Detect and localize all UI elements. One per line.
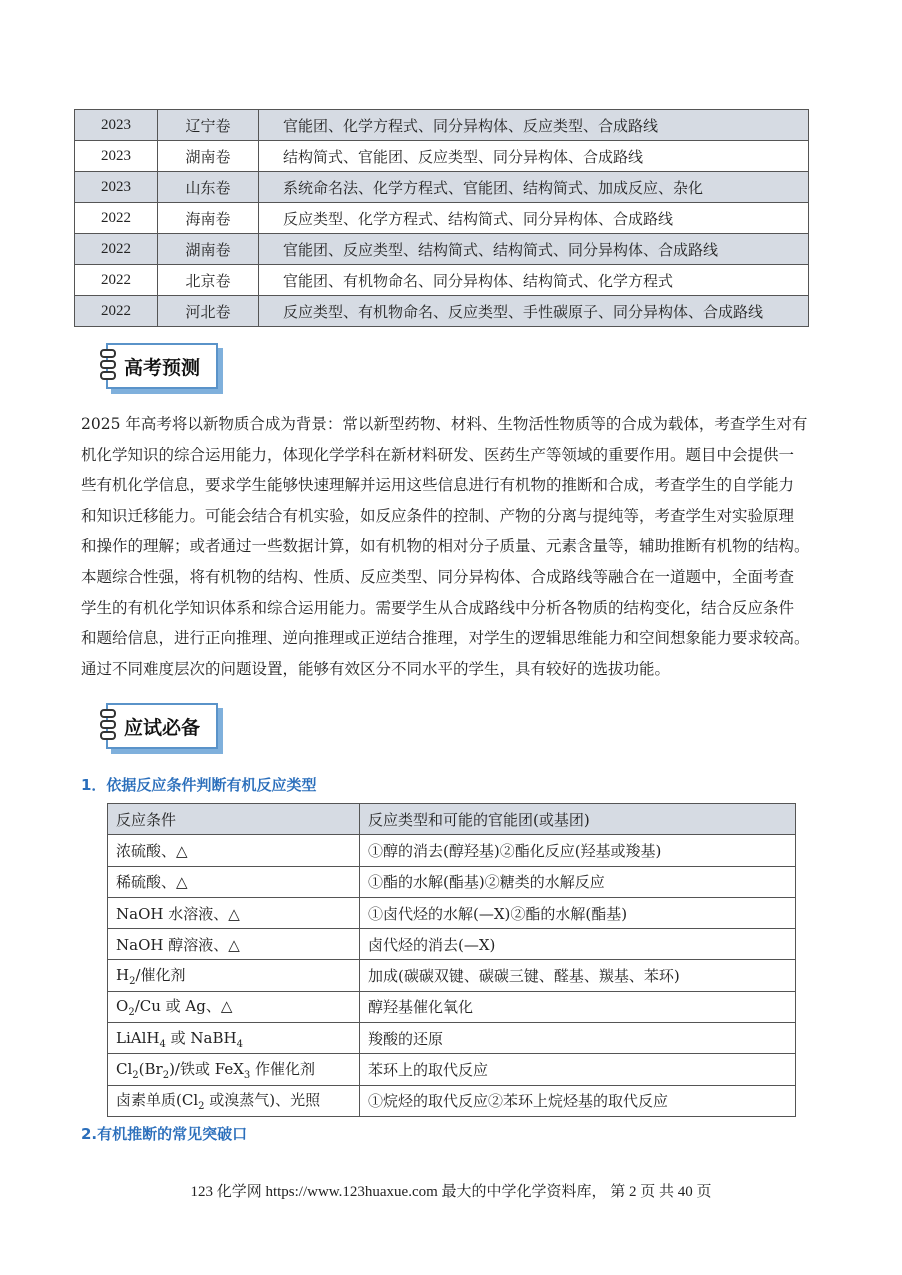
exam-province-cell: 湖南卷 [158,141,259,172]
type-cell: 羧酸的还原 [360,1023,796,1054]
type-cell: 卤代烃的消去(—X) [360,929,796,960]
exam-year-cell: 2022 [75,296,158,327]
exam-province-cell: 辽宁卷 [158,110,259,141]
condition-cell: NaOH 醇溶液、△ [108,929,360,960]
condition-cell: $O_2/Cu$ 或 Ag、△ [108,991,360,1022]
condition-cell: $H_2/$催化剂 [108,960,360,991]
binder-ring-icon [100,371,116,380]
table-row [75,141,809,172]
condition-cell: $Cl_2(Br_2)/$铁或 FeX$_3$ 作催化剂 [108,1054,360,1085]
type-cell: ①卤代烃的水解(—X)②酯的水解(酯基) [360,897,796,928]
exam-points-cell: 反应类型、化学方程式、结构简式、同分异构体、合成路线 [259,203,809,234]
table-row [75,265,809,296]
section-heading-2: 2.有机推断的常见突破口 [81,1125,248,1143]
paragraph-line: 和知识迁移能力。可能会结合有机实验，如反应条件的控制、产物的分离与提纯等，考查学生对实验原理 [81,506,795,525]
type-cell: 苯环上的取代反应 [360,1054,796,1085]
table-row [108,866,796,897]
exam-province-cell: 河北卷 [158,296,259,327]
table-row [108,1054,796,1085]
condition-cell: 卤素单质($Cl_2$ 或溴蒸气)、光照 [108,1085,360,1116]
type-cell: ①烷烃的取代反应②苯环上烷烃基的取代反应 [360,1085,796,1116]
exam-points-cell: 官能团、化学方程式、同分异构体、反应类型、合成路线 [259,110,809,141]
type-cell: ①醇的消去(醇羟基)②酯化反应(羟基或羧基) [360,835,796,866]
exam-history-table [74,109,809,327]
paragraph-line: 通过不同难度层次的问题设置，能够有效区分不同水平的学生，具有较好的选拔功能。 [81,659,671,678]
header-condition: 反应条件 [108,804,360,835]
exam-year-cell: 2023 [75,141,158,172]
condition-cell: NaOH 水溶液、△ [108,897,360,928]
header-type: 反应类型和可能的官能团(或基团) [360,804,796,835]
banner-essentials [98,703,222,753]
table-row [108,929,796,960]
table-row [75,203,809,234]
page-footer: 123 化学网 https://www.123huaxue.com 最大的中学化学资料库， 第 2 页 共 40 页 [190,1184,712,1200]
binder-ring-icon [100,360,116,369]
banner-prediction [98,343,222,393]
exam-province-cell: 湖南卷 [158,234,259,265]
exam-year-cell: 2022 [75,265,158,296]
prediction-paragraph [81,409,821,684]
paragraph-line: 本题综合性强，将有机物的结构、性质、反应类型、同分异构体、合成路线等融合在一道题中，全面考查 [81,567,795,586]
exam-points-cell: 结构简式、官能团、反应类型、同分异构体、合成路线 [259,141,809,172]
table-row [108,835,796,866]
paragraph-line: 和题给信息，进行正向推理、逆向推理或正逆结合推理，对学生的逻辑思维能力和空间想象能力要求较高。 [81,629,810,648]
table-header-row [108,804,796,835]
banner-prediction-label: 高考预测 [123,356,200,379]
table-row [108,1023,796,1054]
binder-ring-icon [100,349,116,358]
table-row [108,960,796,991]
binder-ring-icon [100,709,116,718]
exam-year-cell: 2023 [75,110,158,141]
table-row [75,172,809,203]
type-cell: ①酯的水解(酯基)②糖类的水解反应 [360,866,796,897]
exam-points-cell: 反应类型、有机物命名、反应类型、手性碳原子、同分异构体、合成路线 [259,296,809,327]
paragraph-line: 学生的有机化学知识体系和综合运用能力。需要学生从合成路线中分析各物质的结构变化，结合反应条件 [81,598,795,617]
exam-year-cell: 2022 [75,203,158,234]
condition-cell: LiAlH$_4$ 或 NaBH$_4$ [108,1023,360,1054]
section-heading-1: 1．依据反应条件判断有机反应类型 [81,776,317,794]
exam-year-cell: 2023 [75,172,158,203]
exam-year-cell: 2022 [75,234,158,265]
exam-points-cell: 官能团、有机物命名、同分异构体、结构简式、化学方程式 [259,265,809,296]
table-row [108,991,796,1022]
binder-ring-icon [100,720,116,729]
condition-cell: 稀硫酸、△ [108,866,360,897]
type-cell: 加成(碳碳双键、碳碳三键、醛基、羰基、苯环) [360,960,796,991]
reaction-condition-table [107,803,796,1117]
exam-province-cell: 山东卷 [158,172,259,203]
exam-province-cell: 海南卷 [158,203,259,234]
exam-province-cell: 北京卷 [158,265,259,296]
paragraph-line: 和操作的理解；或者通过一些数据计算，如有机物的相对分子质量、元素含量等，辅助推断有机物的结构。 [81,537,810,556]
paragraph-line: 机化学知识的综合运用能力，体现化学学科在新材料研发、医药生产等领域的重要作用。题目中会提供一 [81,445,795,464]
condition-cell: 浓硫酸、△ [108,835,360,866]
paragraph-line: 些有机化学信息，要求学生能够快速理解并运用这些信息进行有机物的推断和合成，考查学生的自学能力 [81,476,795,495]
exam-points-cell: 系统命名法、化学方程式、官能团、结构简式、加成反应、杂化 [259,172,809,203]
table-row [75,296,809,327]
table-row [75,234,809,265]
table-row [108,897,796,928]
type-cell: 醇羟基催化氧化 [360,991,796,1022]
table-row [108,1085,796,1116]
binder-ring-icon [100,731,116,740]
table-row [75,110,809,141]
paragraph-line: 2025 年高考将以新物质合成为背景：常以新型药物、材料、生物活性物质等的合成为载体，考查学生对有 [81,415,808,433]
banner-essentials-label: 应试必备 [123,716,200,739]
exam-points-cell: 官能团、反应类型、结构简式、结构简式、同分异构体、合成路线 [259,234,809,265]
